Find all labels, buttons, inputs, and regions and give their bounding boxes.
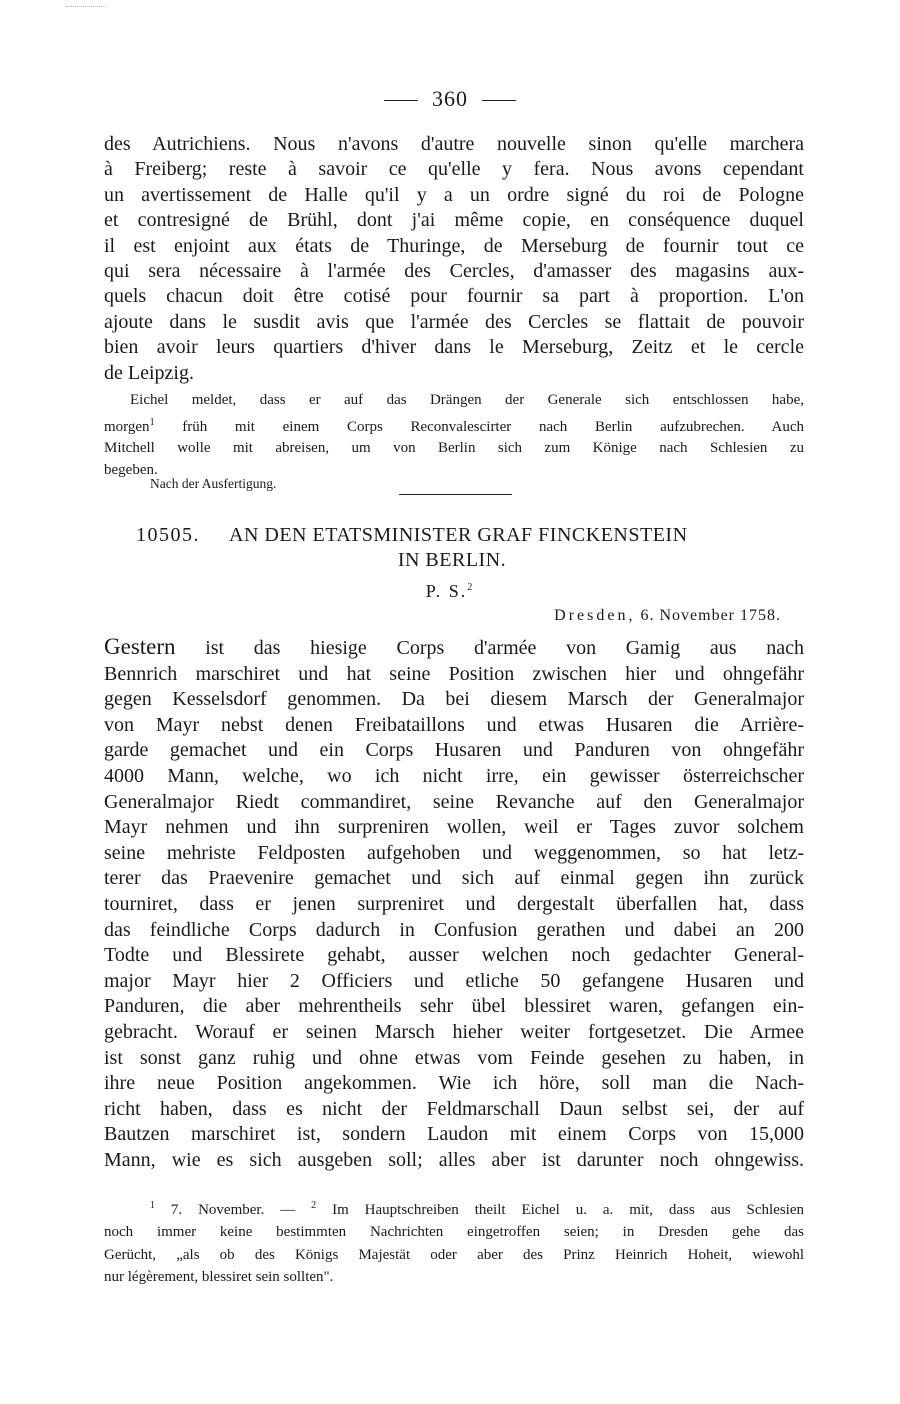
first-word: Gestern xyxy=(104,634,176,659)
footnote-line: nur légèrement, blessiret sein sollten". xyxy=(104,1269,334,1286)
text-line: bien avoir leurs quartiers d'hiver dans le Merseburg, Zeitz et le cercle xyxy=(104,336,804,359)
footnote-ref-1: 1 xyxy=(149,416,155,428)
text-line: 4000 Mann, welche, wo ich nicht irre, ein gewisser österreichscher xyxy=(104,764,804,787)
text-line: il est enjoint aux états de Thuringe, de Merseburg de fournir tout ce xyxy=(104,234,804,257)
note-line: Eichel meldet, dass er auf das Drängen der Generale sich entschlossen habe, xyxy=(130,392,804,408)
text-line: un avertissement de Halle qu'il y a un ordre signé du roi de Pologne xyxy=(104,183,804,206)
text-line: Bautzen marschiret ist, sondern Laudon mit einem Corps von 15,000 xyxy=(104,1123,804,1146)
page-number xyxy=(0,86,900,112)
text-line: gegen Kesselsdorf genommen. Da bei diesem Marsch der Generalmajor xyxy=(104,688,804,711)
date-place: Dresden, xyxy=(554,607,636,624)
heading-line-2: IN BERLIN. xyxy=(397,549,507,571)
text-fragment: ist das hiesige Corps d'armée von Gamig aus nach xyxy=(175,637,804,659)
footnote-line xyxy=(104,1195,804,1221)
text-line: Bennrich marschiret und hat seine Position zwischen hier und ohngefähr xyxy=(104,662,804,685)
footnote-mark-1: 1 xyxy=(150,1200,155,1211)
footnotes xyxy=(104,1195,804,1289)
text-line: tourniret, dass er jenen surpreniret und dergestalt überfallen hat, dass xyxy=(104,892,804,915)
paragraph-german xyxy=(104,634,804,1173)
note-text: früh mit einem Corps Reconvalescirter nach Berlin aufzubrechen. Auch xyxy=(182,418,804,435)
text-line: et contresigné de Brühl, dont j'ai même copie, en conséquence duquel xyxy=(104,209,804,232)
footnote-2-text: Im Hauptschreiben theilt Eichel u. a. mit, dass aus Schlesien xyxy=(332,1202,805,1218)
editorial-note xyxy=(104,390,804,481)
text-line: des Autrichiens. Nous n'avons d'autre nouvelle sinon qu'elle marchera xyxy=(104,133,804,155)
text-line xyxy=(104,634,804,662)
text-line: de Leipzig. xyxy=(104,361,194,384)
text-line: Mayr nehmen und ihn surpreniren wollen, weil er Tages zuvor solchem xyxy=(104,816,804,839)
note-line: begeben. xyxy=(104,461,158,478)
section-divider xyxy=(399,494,512,495)
text-line: terer das Praevenire gemachet und sich auf einmal gegen ihn zurück xyxy=(104,867,804,890)
ps-text: P. S. xyxy=(425,581,468,601)
source-note: Nach der Ausfertigung. xyxy=(150,476,277,491)
letter-number: 10505. xyxy=(136,524,200,546)
footnote-ref-2: 2 xyxy=(467,582,475,593)
text-line: gebracht. Worauf er seinen Marsch hieher weiter fortgesetzet. Die Armee xyxy=(104,1020,804,1043)
text-line: à Freiberg; reste à savoir ce qu'elle y fera. Nous avons cependant xyxy=(104,158,804,181)
text-line: das feindliche Corps dadurch in Confusion gerathen und dabei an 200 xyxy=(104,918,804,941)
text-line: major Mayr hier 2 Officiers und etliche 50 gefangene Husaren und xyxy=(104,969,804,992)
page-number-text: 360 xyxy=(432,86,468,111)
text-line: ajoute dans le susdit avis que l'armée des Cercles se flattait de pouvoir xyxy=(104,310,804,333)
footnote-mark-2: 2 xyxy=(311,1200,317,1211)
text-line: richt haben, dass es nicht der Feldmarschall Daun selbst sei, der auf xyxy=(104,1097,804,1120)
paragraph-french xyxy=(104,132,804,386)
text-line: quels chacun doit être cotisé pour fournir sa part à proportion. L'on xyxy=(104,285,804,308)
scan-artifact xyxy=(66,6,106,7)
footnote-line: noch immer keine bestimmten Nachrichten eingetroffen seien; in Dresden gehe das xyxy=(104,1224,804,1241)
text-line: Mann, wie es sich ausgeben soll; alles aber ist darunter noch ohngewiss. xyxy=(104,1148,804,1171)
text-line: von Mayr nebst denen Freibataillons und etwas Husaren die Arrière- xyxy=(104,713,804,736)
text-line: Todte und Blessirete gehabt, ausser welchen noch gedachter General- xyxy=(104,944,804,967)
note-line xyxy=(104,412,804,439)
text-line: ihre neue Position angekommen. Wie ich höre, soll man die Nach- xyxy=(104,1072,804,1095)
text-line: ist sonst ganz ruhig und ohne etwas vom Feinde gesehen zu haben, in xyxy=(104,1046,804,1069)
dateline xyxy=(554,607,781,625)
footnote-line: Gerücht, „als ob des Königs Majestät oder aber des Prinz Heinrich Hoheit, wiewohl xyxy=(104,1246,804,1263)
text-line: qui sera nécessaire à l'armée des Cercles, d'amasser des magasins aux- xyxy=(104,260,804,283)
postscript-label xyxy=(0,581,900,602)
text-line: seine mehriste Feldposten aufgehoben und weggenommen, so hat letz- xyxy=(104,841,804,864)
text-line: garde gemachet und ein Corps Husaren und Panduren von ohngefähr xyxy=(104,739,804,762)
heading-line-1: AN DEN ETATSMINISTER GRAF FINCKENSTEIN xyxy=(229,524,688,546)
text-line: Panduren, die aber mehrentheils sehr übel blessiret waren, gefangen ein- xyxy=(104,995,804,1018)
text-line: Generalmajor Riedt commandiret, seine Revanche auf den Generalmajor xyxy=(104,790,804,813)
note-line: Mitchell wolle mit abreisen, um von Berlin sich zum Könige nach Schlesien zu xyxy=(104,440,804,457)
page-number-dash-left xyxy=(384,100,418,101)
footnote-1-text: 7. November. — xyxy=(170,1202,296,1218)
page-number-dash-right xyxy=(482,100,516,101)
note-word: morgen xyxy=(104,418,150,435)
date-text: 6. November 1758. xyxy=(640,607,781,624)
